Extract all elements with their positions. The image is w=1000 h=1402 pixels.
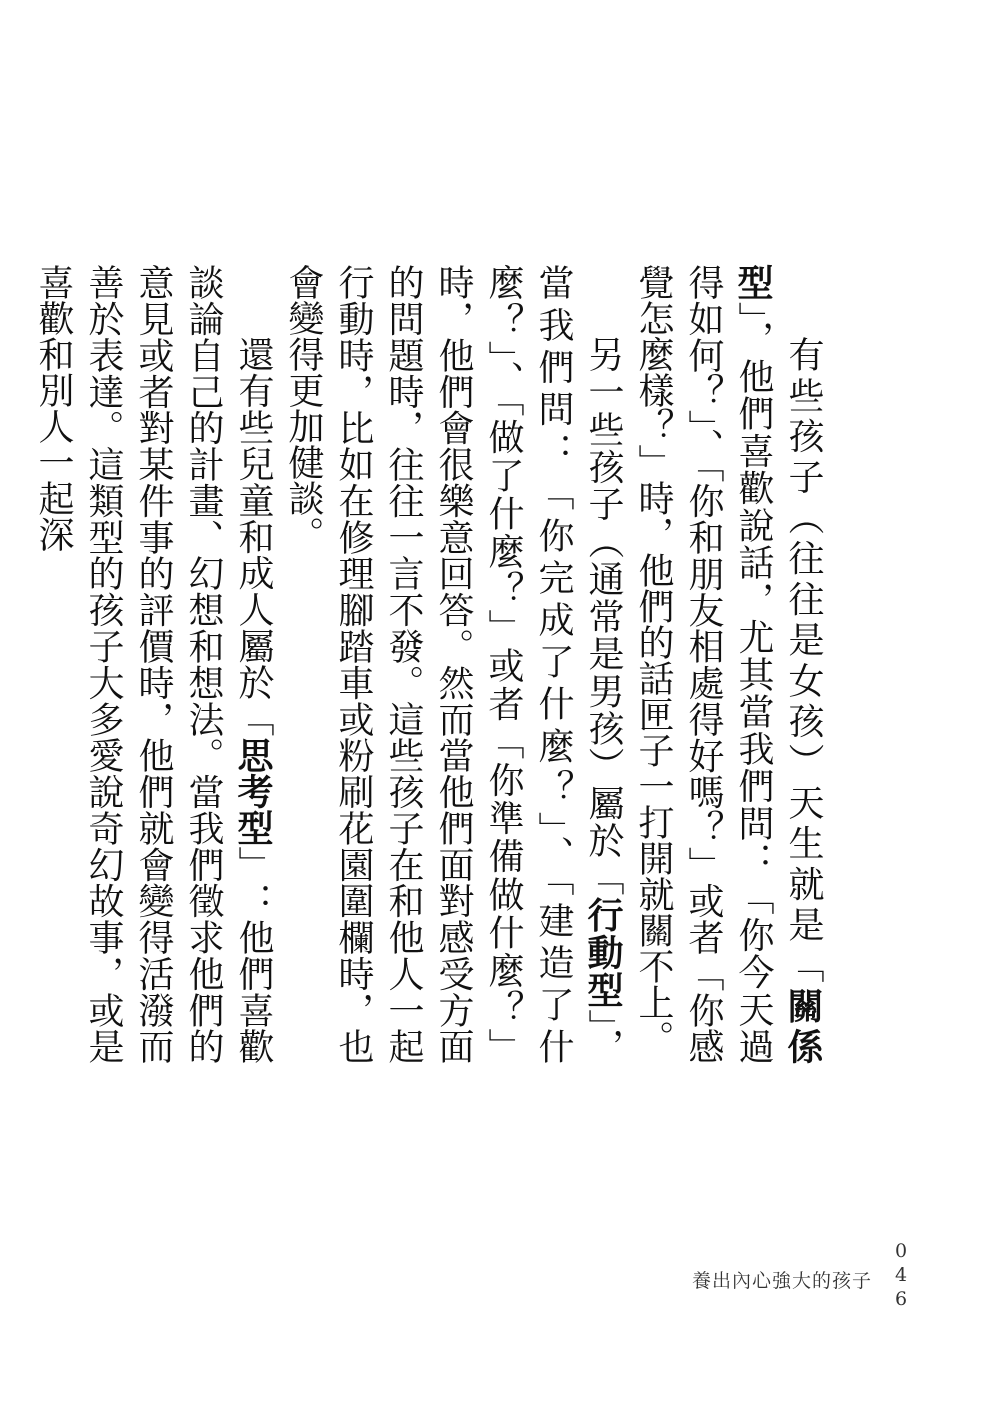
text-run: 還有些兒童和成人屬於「: [233, 336, 274, 737]
text-run: 另一些孩子（通常是男孩）屬於「: [583, 336, 624, 897]
running-title: 養出內心強大的孩子: [691, 1270, 872, 1292]
text-run: 」，當我們問：「你完成了什麼？」、「建造了什麼？」、「做了什麼？」或者「你準備做什麼？」時，他們會很樂意回答。然而當他們面對感受方面的問題時，往往一言不發。這些孩子在和他人一起行動時，比如在修理腳踏車或粉刷花園圍欄時，也會變得更加健談。: [283, 264, 624, 1065]
bold-term: 行動型: [582, 896, 624, 1009]
bold-term: 思考型: [232, 736, 274, 846]
page-number: 046: [890, 1240, 912, 1312]
page-footer: [692, 1240, 912, 1312]
paragraph: [628, 264, 828, 1064]
text-run: 」，他們喜歡說話，尤其當我們問：「你今天過得如何？」、「你和朋友相處得好嗎？」或者「你感覺怎麼樣？」時，他們的話匣子一打開就關不上。: [633, 264, 774, 1065]
bold-term: 關係型: [732, 264, 824, 1065]
text-run: 有些孩子（往往是女孩）天生就是「: [783, 336, 824, 988]
text-run: 」：他們喜歡談論自己的計畫、幻想和想法。當我們徵求他們的意見或者對某件事的評價時，他們就會變得活潑而善於表達。這類型的孩子大多愛說奇幻故事，或是喜歡和別人一起深: [33, 264, 274, 1065]
paragraph: [28, 264, 278, 1064]
paragraph: [278, 264, 628, 1064]
body-text: [28, 264, 828, 1064]
